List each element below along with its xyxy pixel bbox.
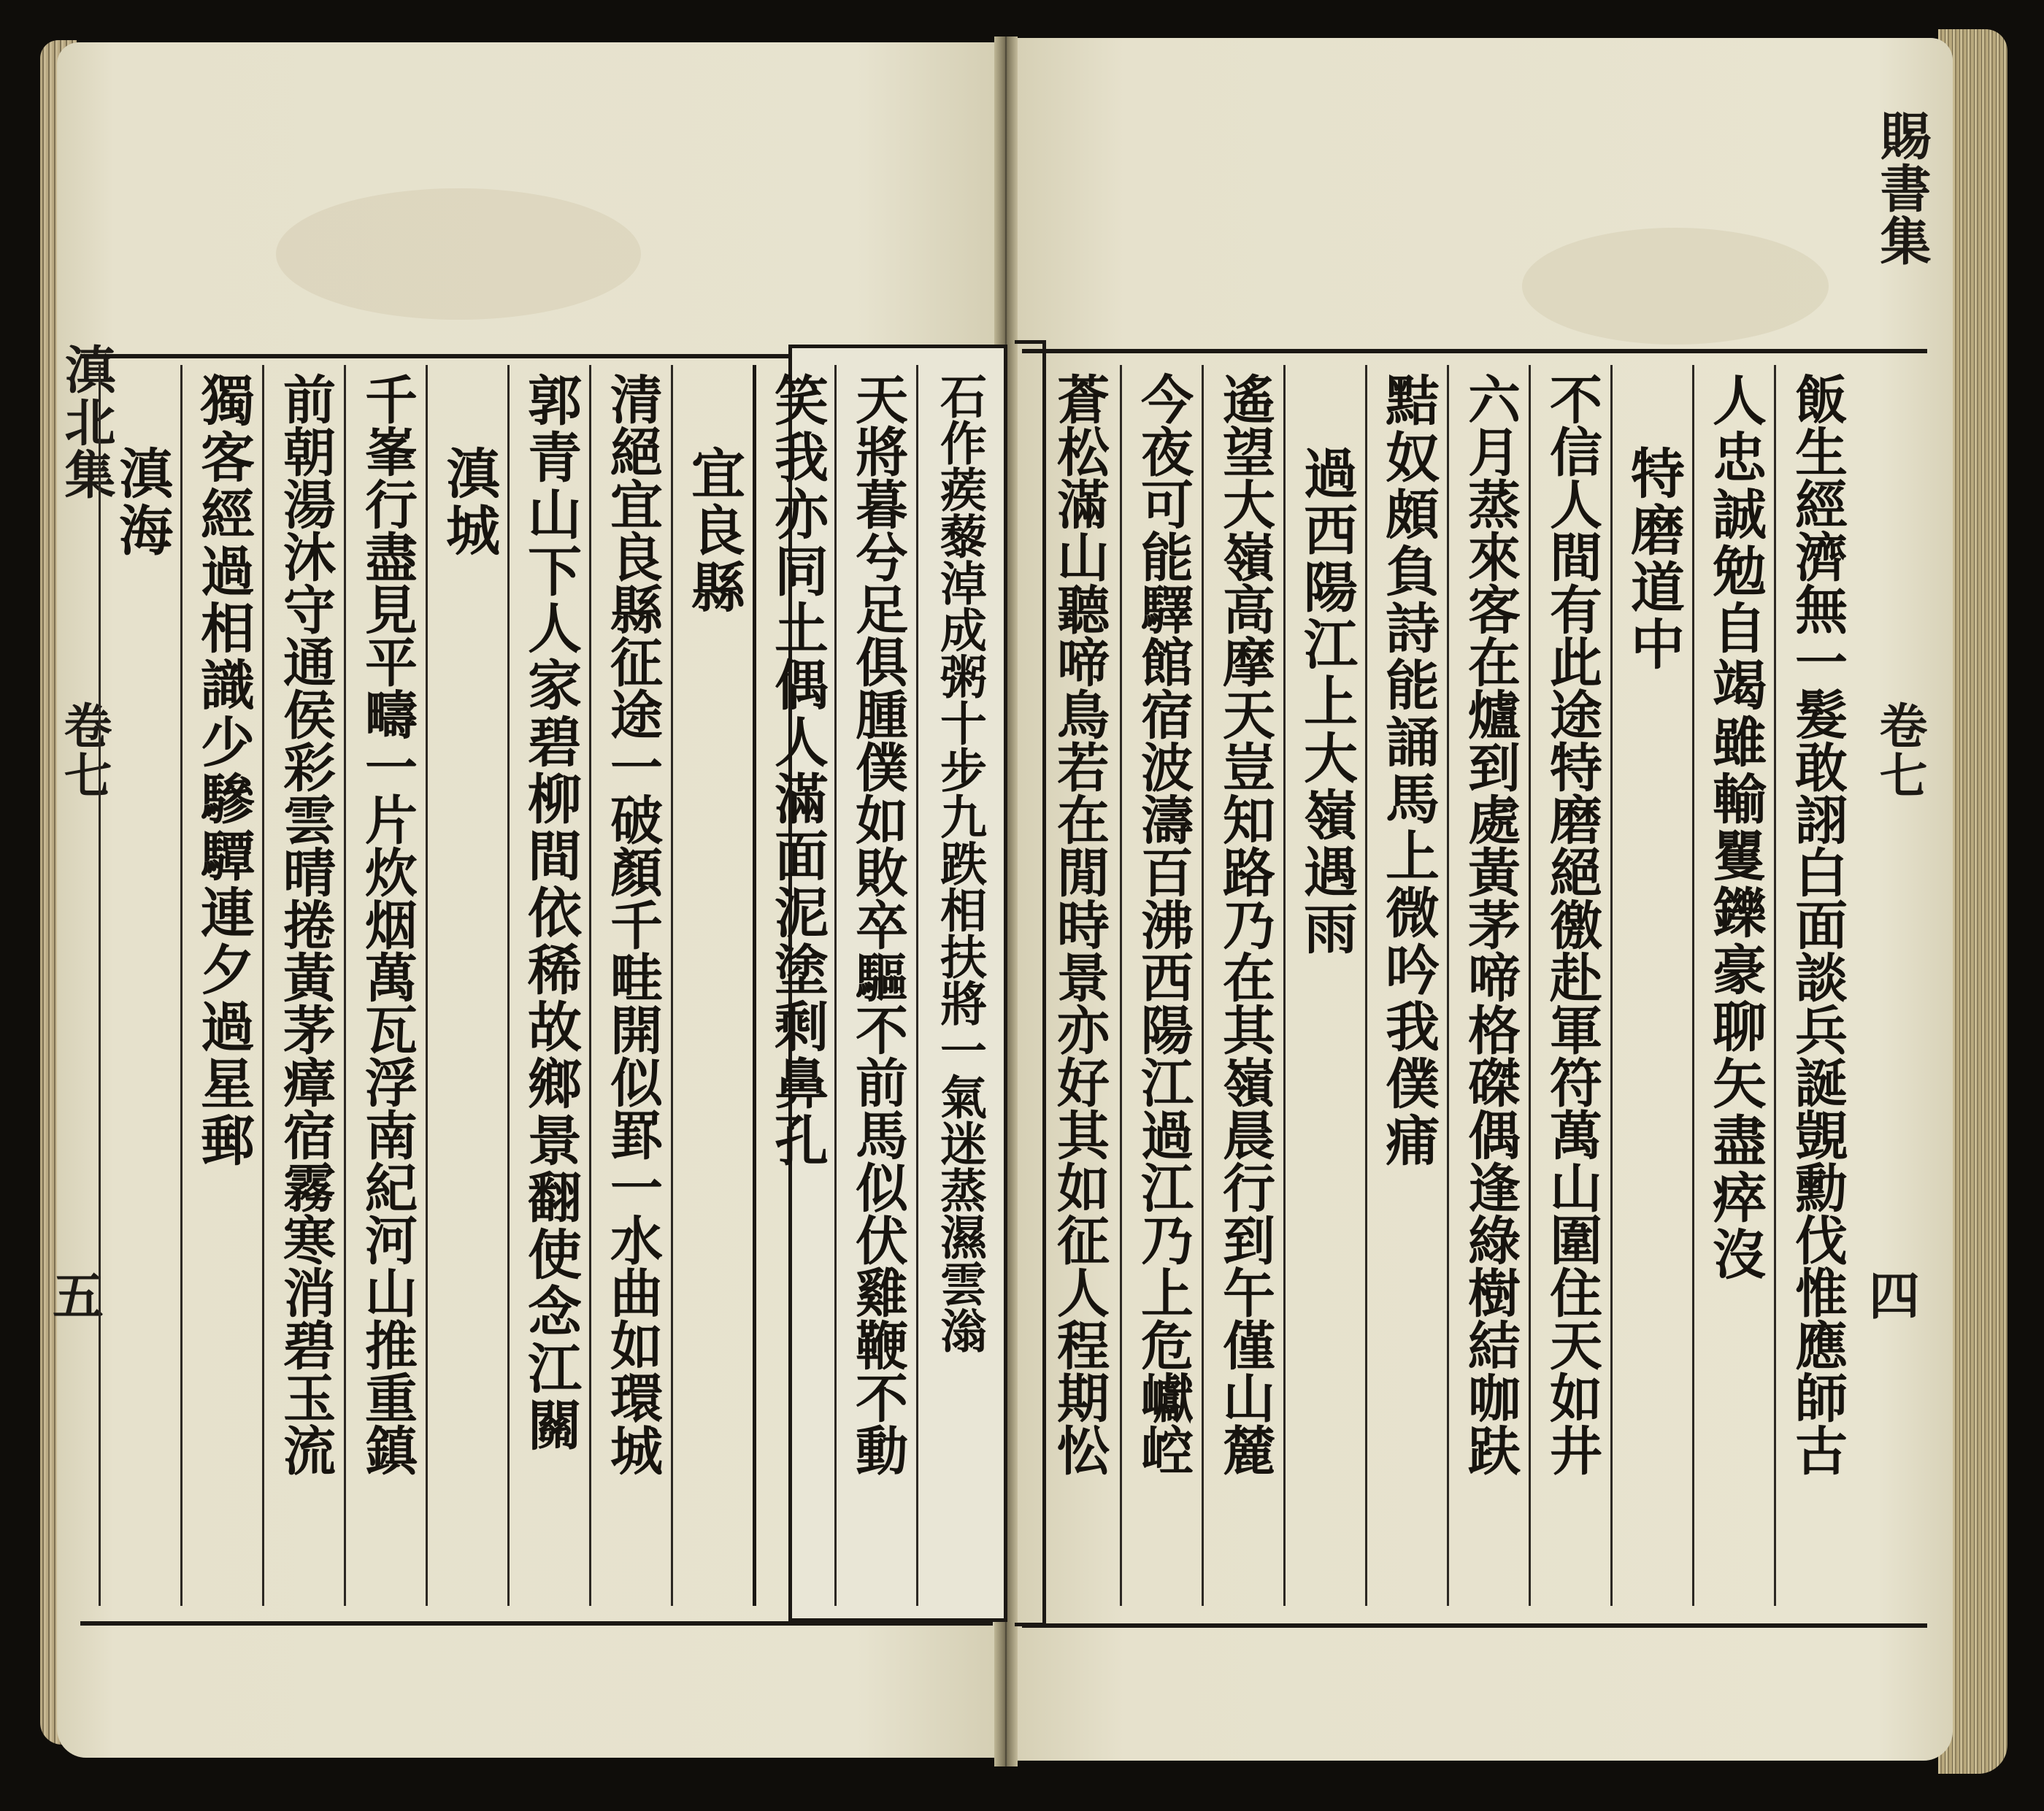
verse-line: 獨客經過相識少驂驔連夕過星郵: [192, 372, 255, 1169]
right-column-10: [1038, 365, 1120, 1606]
verse-line: 石作蒺藜淖成粥十步九跌相扶將一氣迷蒸濕雲滃: [932, 372, 987, 1353]
verse-line: 不信人間有此途特磨絕徼赴軍符萬山圍住天如井: [1541, 372, 1603, 1476]
right-column-11: [1022, 365, 1038, 1606]
right-column-3: [1610, 365, 1694, 1606]
right-column-8: [1202, 365, 1286, 1606]
left-column-10: [180, 365, 264, 1606]
poem-title: 滇海: [110, 445, 173, 559]
right-column-1: [1774, 365, 1858, 1606]
verse-line: 蒼松滿山聽啼鳥若在閒時景亦好其如征人程期忪: [1048, 372, 1110, 1476]
poem-title: 宜良縣: [683, 445, 745, 616]
left-header-title: 滇北集: [56, 343, 117, 501]
verse-line: 飯生經濟無一髮敢詡白面談兵誕覬勳伐惟應師古: [1786, 372, 1848, 1476]
left-column-4: [671, 365, 755, 1606]
left-leaf-number: 五: [53, 1266, 104, 1326]
verse-line: 人忠誠勉自竭雖輸矍鑠豪聊矢盡瘁沒: [1704, 372, 1767, 1283]
poem-title: 特磨道中: [1622, 445, 1685, 673]
right-column-6: [1365, 365, 1449, 1606]
right-header-title: 賜書集: [1872, 109, 1932, 267]
left-column-3: [753, 365, 838, 1606]
verse-line: 遙望大嶺高摩天豈知路乃在其嶺晨行到午僅山麓: [1214, 372, 1276, 1476]
verse-line: 黠奴頗負詩能誦馬上微吟我僕痡: [1377, 372, 1440, 1169]
right-leaf-number: 四: [1869, 1266, 1920, 1326]
verse-line: 六月蒸來客在爐到處黃茅啼格磔偶逢綠樹結咖趺: [1459, 372, 1521, 1476]
verse-line: 前朝湯沐守通侯彩雲晴捲黃茅瘴宿霧寒消碧玉流: [274, 372, 337, 1476]
left-column-8: [344, 365, 428, 1606]
left-column-5: [589, 365, 673, 1606]
left-volume-label: 卷七: [55, 701, 112, 800]
verse-line: 今夜可能驛館宿波濤百沸西陽江過江乃上危巘崆: [1132, 372, 1194, 1476]
left-column-6: [507, 365, 591, 1606]
verse-line: 郭青山下人家碧柳間依稀故鄉景翻使念江關: [519, 372, 582, 1454]
right-column-5: [1447, 365, 1531, 1606]
left-column-7: [426, 365, 510, 1606]
poem-title: 滇城: [437, 445, 500, 559]
left-column-1: [916, 365, 1000, 1606]
verse-line: 天將暮兮足俱腫僕如敗卒驅不前馬似伏雞鞭不動: [847, 372, 909, 1476]
verse-line: 笑我亦同土偶人滿面泥塗剩鼻孔: [766, 372, 829, 1169]
right-volume-label: 卷七: [1871, 701, 1928, 800]
right-column-4: [1529, 365, 1613, 1606]
poem-title: 過西陽江上大嶺遇雨: [1295, 445, 1358, 958]
verse-line: 千峯行盡見平疇一片炊烟萬瓦浮南紀河山推重鎮: [356, 372, 418, 1476]
left-column-11: [99, 365, 182, 1606]
paper-stain: [1522, 228, 1829, 345]
verse-line: [1021, 1241, 1039, 1547]
right-column-2: [1692, 365, 1776, 1606]
left-column-9: [262, 365, 346, 1606]
right-column-9: [1120, 365, 1204, 1606]
verse-line: 清絕宜良縣征途一破顏千畦開似罫一水曲如環城: [602, 372, 664, 1476]
right-column-7: [1283, 365, 1367, 1606]
left-column-2: [834, 365, 918, 1606]
paper-stain: [276, 188, 641, 320]
